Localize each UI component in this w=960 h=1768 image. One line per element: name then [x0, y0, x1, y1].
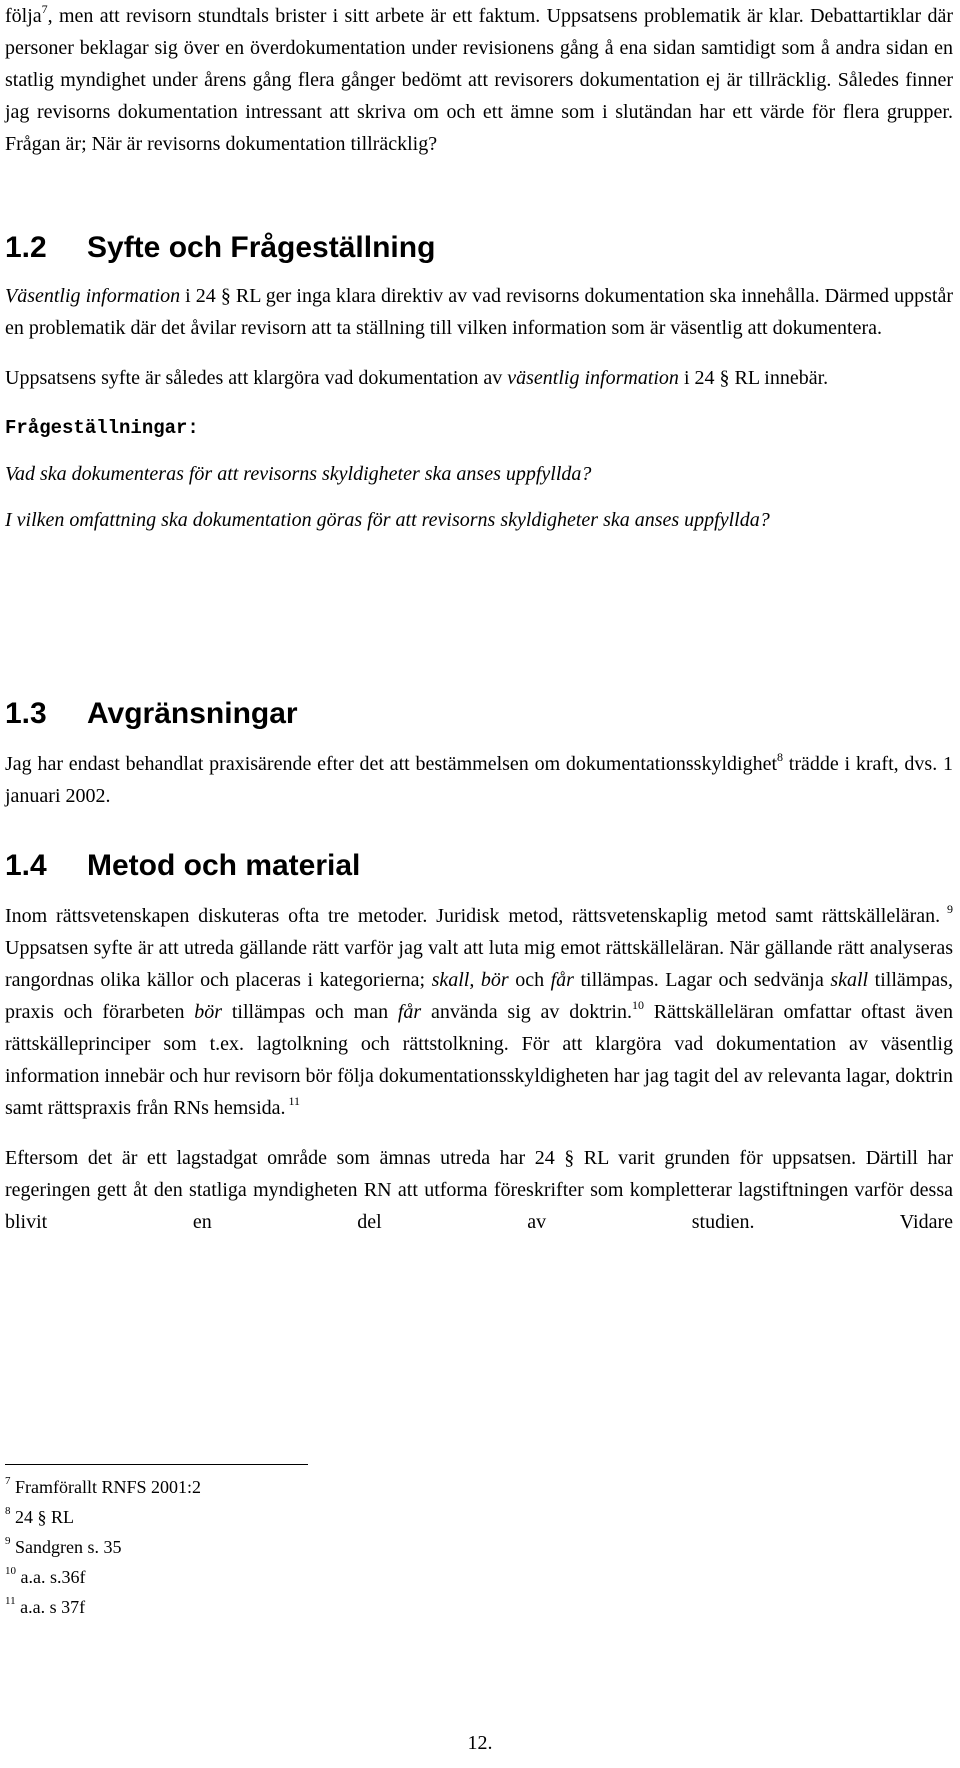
section-title: Syfte och Frågeställning	[87, 231, 436, 264]
footnote-9	[5, 1532, 605, 1562]
footnote-number: 11	[5, 1595, 16, 1607]
questions-heading: Frågeställningar:	[5, 417, 199, 439]
text-run: Inom rättsvetenskapen diskuteras ofta tre metoder. Juridisk metod, rättsvetenskaplig metod samt rättskälleläran.	[5, 905, 941, 927]
text-run: Uppsatsen syfte är att utreda gällande rätt varför jag valt att luta mig emot rättskälleläran. När gällande rätt analyseras rangordnas olika källor och placeras i kategorierna;	[5, 937, 953, 991]
footnote-ref-8[interactable]: 8	[777, 750, 784, 764]
text-run: tillämpas och man	[222, 1001, 398, 1023]
footnote-text: 24 § RL	[10, 1507, 75, 1527]
footnote-ref-7[interactable]: 7	[41, 2, 48, 16]
aim-paragraph	[5, 362, 953, 394]
text-run: och	[508, 969, 551, 991]
text-run: Uppsatsens syfte är således att klargöra vad dokumentation av	[5, 367, 508, 389]
text-run: trädde i kraft, dvs. 1 januari 2002.	[5, 753, 953, 807]
footnotes	[5, 1472, 605, 1622]
footnote-number: 9	[5, 1535, 11, 1547]
text-run: Jag har endast behandlat praxisärende efter det att bestämmelsen om dokumentationsskyldighet	[5, 753, 778, 775]
section-title: Metod och material	[87, 849, 361, 882]
section-number: 1.3	[5, 697, 47, 730]
footnote-number: 7	[5, 1475, 11, 1487]
section-1-3	[5, 696, 953, 812]
italic-term: får	[550, 969, 574, 991]
italic-term: skall, bör	[431, 969, 509, 991]
text-run: , men att revisorn stundtals brister i sitt arbete är ett faktum. Uppsatsens problematik är klar. Debattartiklar där personer beklagar sig över en överdokumentation under revisionens gång å ena sidan samtidigt som å andra sidan en statlig myndighet under årens gång flera gånger bedömt att revisorers dokumentation ej är tillräcklig. Således finner jag revisorns dokumentation intressant att skriva om och ett ämne som i slutändan har ett värde för flera grupper. Frågan är; När är revisorns dokumentation tillräcklig?	[5, 5, 953, 155]
section-1-2	[5, 230, 953, 536]
footnote-10	[5, 1562, 605, 1592]
text-run: använda sig av doktrin.	[421, 1001, 632, 1023]
footnote-number: 8	[5, 1505, 11, 1517]
research-question-2	[5, 504, 953, 536]
page-number: 12.	[467, 1732, 493, 1754]
footnote-7	[5, 1472, 605, 1502]
section-heading-1-3	[5, 696, 953, 732]
italic-term: väsentlig information	[507, 367, 679, 389]
section-title: Avgränsningar	[87, 697, 298, 730]
text-run: Rättskälleläran omfattar oftast även rättskälleprinciper som t.ex. lagtolkning och rättstolkning. För att klargöra vad dokumentation av väsentlig information innebär och hur revisorn bör följa dokumentationsskyldigheten har jag tagit del av relevanta lagar, doktrin samt rättspraxis från RNs hemsida.	[5, 1001, 953, 1119]
footnote-ref-9[interactable]: 9	[940, 902, 953, 916]
section-1-4	[5, 848, 953, 1238]
text-run: tillämpas, praxis och förarbeten	[5, 969, 953, 1023]
footnote-number: 10	[5, 1565, 16, 1577]
footnote-text: Sandgren s. 35	[10, 1537, 122, 1557]
section-heading-1-2	[5, 230, 953, 266]
intro-block	[5, 0, 953, 160]
text-run: i 24 § RL ger inga klara direktiv av vad revisorns dokumentation ska innehålla. Därmed uppstår en problematik där det åvilar revisorn att ta ställning till vilken information som är väsentlig att dokumentera.	[5, 285, 954, 339]
footnote-ref-11[interactable]: 11	[285, 1094, 301, 1108]
text-run: tillämpas. Lagar och sedvänja	[573, 969, 831, 991]
text-run: följa	[5, 5, 42, 27]
italic-term: får	[397, 1001, 422, 1023]
section-number: 1.2	[5, 231, 47, 264]
research-question-1	[5, 458, 953, 490]
footnote-separator	[5, 1464, 308, 1465]
footnote-11	[5, 1592, 605, 1622]
footnote-text: Framförallt RNFS 2001:2	[10, 1477, 202, 1497]
italic-term: Väsentlig information	[5, 285, 181, 307]
intro-paragraph	[5, 0, 953, 160]
footnote-8	[5, 1502, 605, 1532]
footnote-text: a.a. s 37f	[15, 1597, 86, 1617]
limitations-paragraph	[5, 748, 953, 812]
footnote-ref-10[interactable]: 10	[631, 998, 644, 1012]
question-text: I vilken omfattning ska dokumentation göras för att revisorns skyldigheter ska anses uppfyllda?	[5, 509, 770, 531]
italic-term: skall	[830, 969, 869, 991]
section-number: 1.4	[5, 849, 47, 882]
section-heading-1-4	[5, 848, 953, 884]
footnote-text: a.a. s.36f	[16, 1567, 86, 1587]
method-paragraph	[5, 900, 953, 1124]
purpose-paragraph	[5, 280, 953, 344]
italic-term: bör	[194, 1001, 223, 1023]
text-run: i 24 § RL innebär.	[678, 367, 829, 389]
question-text: Vad ska dokumenteras för att revisorns skyldigheter ska anses uppfyllda?	[5, 463, 592, 485]
method-paragraph-2: Eftersom det är ett lagstadgat område som ämnas utreda har 24 § RL varit grunden för uppsatsen. Därtill har regeringen gett åt den statliga myndigheten RN att utforma föreskrifter som kompletterar lagstiftningen varför dessa blivit en del av studien. Vidare	[5, 1147, 953, 1233]
